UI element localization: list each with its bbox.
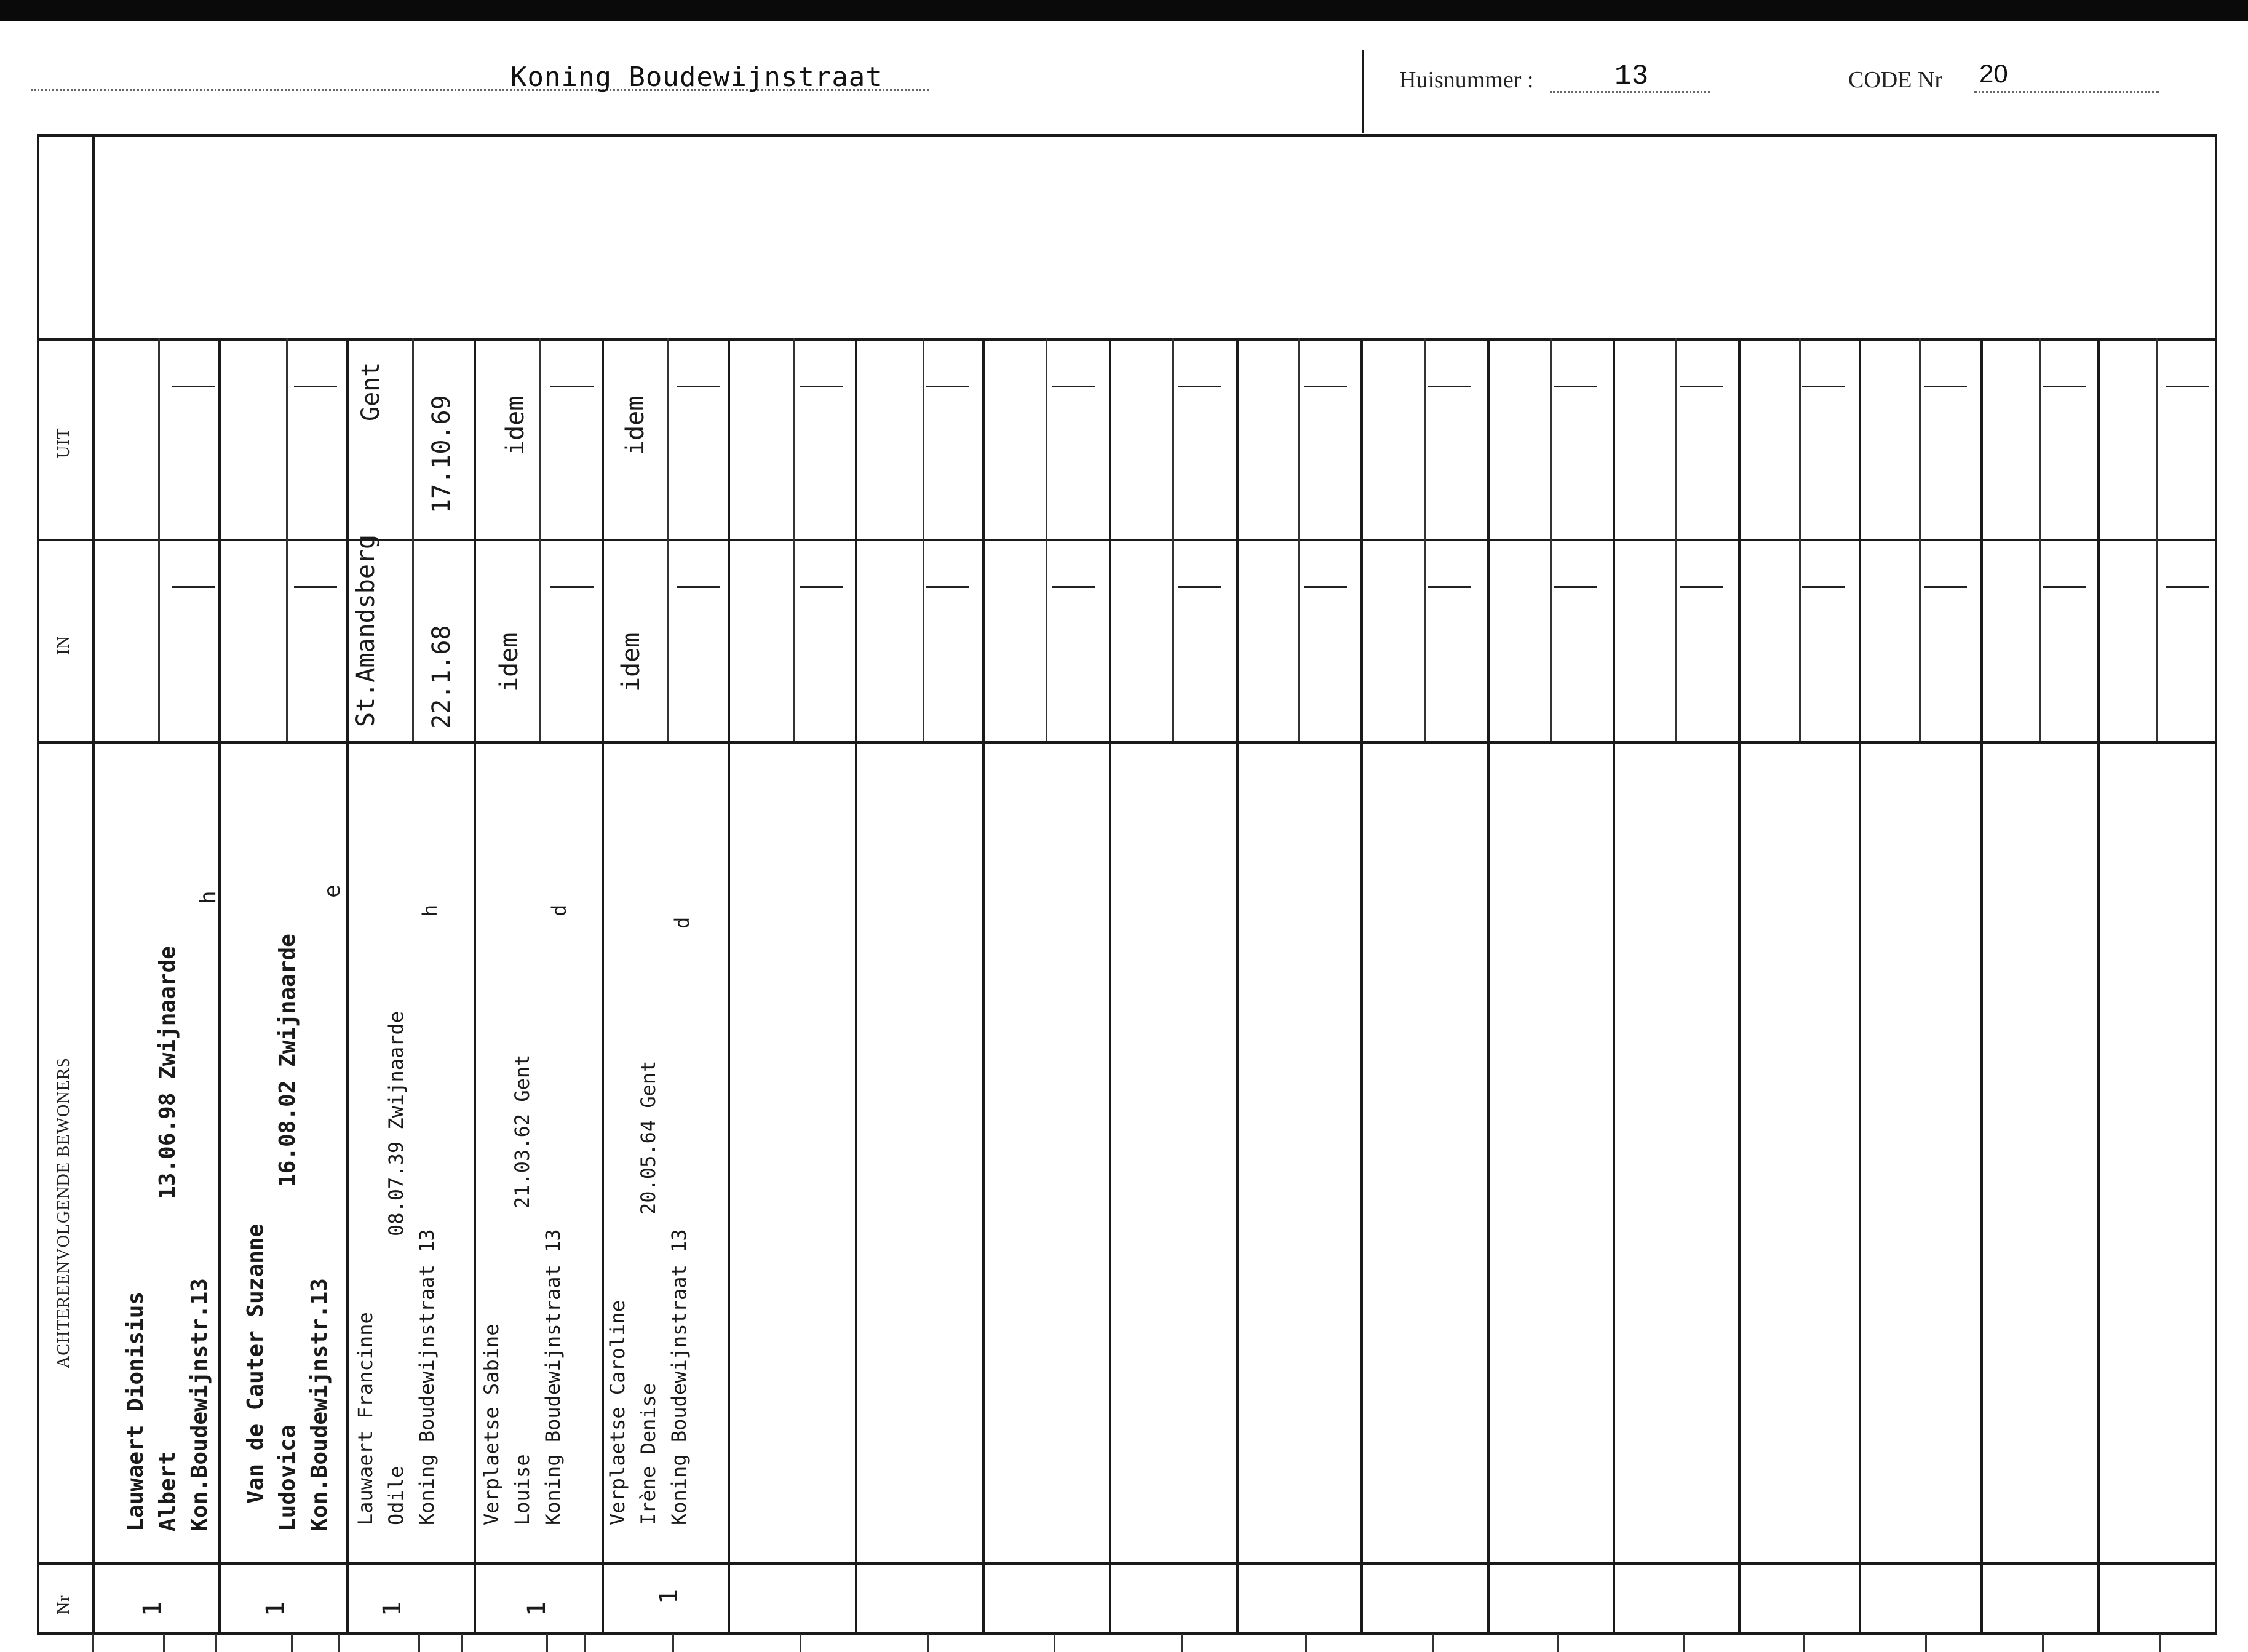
resident-4-out-place: idem: [501, 395, 530, 455]
resident-5-nr: 1: [655, 1589, 683, 1604]
column-divider: [728, 338, 730, 1635]
resident-5-in-dash: [677, 586, 720, 588]
bottom-tick: [927, 1634, 929, 1652]
resident-4-nr: 1: [523, 1601, 551, 1616]
sub-column-divider: [1919, 338, 1921, 741]
resident-3-out-date: 17.10.69: [427, 395, 456, 514]
empty-cell-dash: [926, 586, 969, 588]
bottom-tick: [584, 1634, 586, 1652]
header-divider: [1362, 50, 1364, 133]
resident-4-address: Koning Boudewijnstraat 13: [541, 1229, 565, 1525]
bottom-tick: [215, 1634, 217, 1652]
empty-cell-dash: [1052, 386, 1095, 387]
frame-top: [37, 134, 2217, 137]
empty-cell-dash: [2166, 586, 2209, 588]
resident-4-surname: Verplaetse Sabine: [480, 1324, 503, 1525]
empty-cell-dash: [2043, 586, 2086, 588]
column-divider: [1360, 338, 1363, 1635]
empty-cell-dash: [1802, 386, 1845, 387]
empty-cell-dash: [2043, 386, 2086, 387]
column-divider: [346, 338, 349, 1635]
empty-cell-dash: [926, 386, 969, 387]
resident-3-surname: Lauwaert Francinne: [354, 1312, 377, 1525]
row-sep-uit: [37, 338, 2217, 341]
nr-label: Nr: [54, 1595, 73, 1614]
empty-cell-dash: [1428, 386, 1471, 387]
resident-1-surname: Lauwaert Dionisius: [123, 1291, 148, 1531]
resident-2-out-dash: [294, 386, 337, 387]
column-divider: [855, 338, 857, 1635]
resident-1-relation: h: [196, 891, 221, 904]
bottom-tick: [418, 1634, 420, 1652]
scan-top-edge: [0, 0, 2248, 21]
label-column-divider: [92, 134, 95, 1635]
bottom-tick: [1683, 1634, 1685, 1652]
empty-cell-dash: [2166, 386, 2209, 387]
bottom-tick: [163, 1634, 165, 1652]
bottom-tick: [546, 1634, 548, 1652]
sub-column-divider: [923, 338, 924, 741]
empty-cell-dash: [1924, 386, 1967, 387]
resident-5-surname: Verplaetse Caroline: [606, 1300, 629, 1525]
resident-4-birth: 21.03.62 Gent: [510, 1054, 534, 1209]
column-divider: [982, 338, 985, 1635]
resident-1-birth: 13.06.98 Zwijnaarde: [155, 946, 180, 1199]
resident-2-firstname: Ludovica: [275, 1424, 300, 1531]
sub-column-divider: [1172, 338, 1174, 741]
street-name: Koning Boudewijnstraat: [510, 62, 883, 93]
empty-cell-dash: [1178, 386, 1221, 387]
sub-column-divider: [1046, 338, 1047, 741]
sub-column-divider: [1550, 338, 1552, 741]
sub-column-divider: [1799, 338, 1801, 741]
bottom-tick: [1432, 1634, 1434, 1652]
frame-left: [37, 134, 39, 1635]
bottom-tick: [2159, 1634, 2161, 1652]
code-label: CODE Nr: [1848, 67, 1943, 93]
empty-cell-dash: [1304, 586, 1347, 588]
resident-5-out-place: idem: [621, 395, 649, 455]
column-divider: [2215, 338, 2217, 1635]
sub-column-divider: [1675, 338, 1677, 741]
in-label: IN: [54, 635, 73, 655]
uit-label: UIT: [54, 427, 73, 458]
sub-column-divider: [1298, 338, 1300, 741]
column-divider: [218, 338, 221, 1635]
resident-5-address: Koning Boudewijnstraat 13: [667, 1229, 691, 1525]
column-divider: [1236, 338, 1239, 1635]
column-divider: [602, 338, 604, 1635]
resident-3-relation: h: [418, 904, 442, 916]
resident-3-birth: 08.07.39 Zwijnaarde: [384, 1011, 408, 1236]
resident-4-in-dash: [550, 586, 594, 588]
column-divider: [474, 338, 476, 1635]
empty-cell-dash: [1924, 586, 1967, 588]
row-sep-nr: [37, 1562, 2217, 1565]
resident-1-in-dash: [172, 586, 215, 588]
sub-column-divider: [539, 338, 541, 741]
frame-bottom: [37, 1632, 2217, 1635]
column-divider: [1738, 338, 1741, 1635]
resident-4-firstname: Louise: [510, 1454, 534, 1525]
bottom-tick: [1181, 1634, 1183, 1652]
bottom-tick: [672, 1634, 674, 1652]
empty-cell-dash: [1304, 386, 1347, 387]
empty-cell-dash: [1680, 586, 1723, 588]
bottom-tick: [92, 1634, 94, 1652]
empty-cell-dash: [800, 586, 843, 588]
resident-1-firstname: Albert: [155, 1451, 180, 1531]
resident-3-firstname: Odile: [384, 1466, 408, 1525]
resident-4-relation: d: [547, 904, 571, 916]
resident-2-relation: e: [320, 884, 345, 898]
column-divider: [2097, 338, 2100, 1635]
empty-cell-dash: [800, 386, 843, 387]
column-divider: [1487, 338, 1490, 1635]
bottom-tick: [1054, 1634, 1055, 1652]
resident-5-birth: 20.05.64 Gent: [637, 1060, 660, 1215]
sub-column-divider: [286, 338, 288, 741]
empty-cell-dash: [1554, 386, 1597, 387]
resident-2-address: Kon.Boudewijnstr.13: [307, 1278, 332, 1531]
resident-1-out-dash: [172, 386, 215, 387]
resident-3-in-date: 22.1.68: [427, 625, 456, 729]
house-number: 13: [1615, 60, 1649, 92]
resident-1-nr: 1: [138, 1601, 167, 1616]
resident-3-out-place: Gent: [357, 362, 385, 421]
sub-column-divider: [667, 338, 669, 741]
bottom-tick: [800, 1634, 801, 1652]
resident-3-in-place: St.Amandsberg: [352, 534, 380, 727]
bottom-tick: [1557, 1634, 1559, 1652]
bottom-tick: [461, 1634, 463, 1652]
resident-4-in-place: idem: [495, 632, 523, 692]
resident-2-birth: 16.08.02 Zwijnaarde: [275, 934, 300, 1187]
resident-5-firstname: Irène Denise: [637, 1383, 660, 1525]
bottom-tick: [2042, 1634, 2044, 1652]
column-divider: [1109, 338, 1111, 1635]
bottom-tick: [1925, 1634, 1927, 1652]
sub-column-divider: [412, 338, 414, 741]
column-divider: [1980, 338, 1983, 1635]
empty-cell-dash: [1802, 586, 1845, 588]
resident-5-in-place: idem: [617, 632, 645, 692]
sub-column-divider: [793, 338, 795, 741]
sub-column-divider: [158, 338, 160, 741]
resident-4-out-dash: [550, 386, 594, 387]
bottom-tick: [1305, 1634, 1307, 1652]
empty-cell-dash: [1680, 386, 1723, 387]
resident-1-address: Kon.Boudewijnstr.13: [187, 1278, 212, 1531]
sub-column-divider: [2156, 338, 2158, 741]
row-sep-residents: [37, 741, 2217, 744]
empty-cell-dash: [1428, 586, 1471, 588]
code-dotted-line: [1974, 91, 2159, 93]
resident-2-surname: Van de Cauter Suzanne: [243, 1223, 268, 1504]
house-number-label: Huisnummer :: [1399, 67, 1534, 93]
resident-3-address: Koning Boudewijnstraat 13: [415, 1229, 439, 1525]
column-divider: [1613, 338, 1615, 1635]
bottom-tick: [1803, 1634, 1805, 1652]
bottom-tick: [338, 1634, 340, 1652]
bottom-tick: [291, 1634, 293, 1652]
sub-column-divider: [2039, 338, 2041, 741]
resident-5-relation: d: [670, 916, 694, 929]
empty-cell-dash: [1554, 586, 1597, 588]
code-number: 20: [1979, 59, 2008, 88]
resident-3-nr: 1: [378, 1601, 407, 1616]
sub-column-divider: [1424, 338, 1426, 741]
residents-label: ACHTEREENVOLGENDE BEWONERS: [54, 1057, 73, 1368]
resident-2-nr: 1: [261, 1601, 290, 1616]
resident-5-out-dash: [677, 386, 720, 387]
empty-cell-dash: [1052, 586, 1095, 588]
empty-cell-dash: [1178, 586, 1221, 588]
column-divider: [1859, 338, 1861, 1635]
resident-2-in-dash: [294, 586, 337, 588]
